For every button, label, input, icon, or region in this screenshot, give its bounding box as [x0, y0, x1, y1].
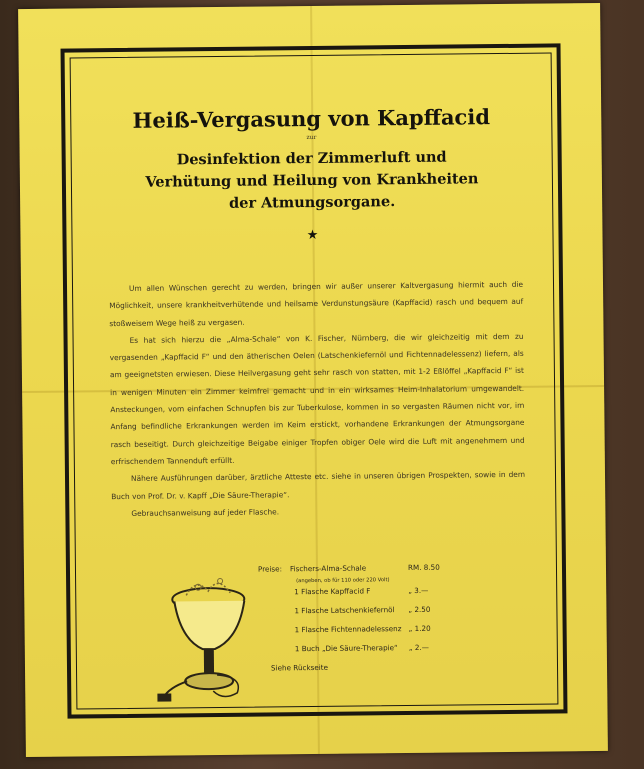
price-item-label: 1 Flasche Latschenkiefernöl [294, 605, 395, 616]
price-item-price: RM. 8.50 [407, 562, 440, 573]
border-frame [61, 43, 568, 718]
paragraph-intro: Um allen Wünschen gerecht zu werden, bringen wir außer unserer Kaltvergasung hiermit auch die Möglichkeit, unsere krankheitverhütende und heilsame Verdunstungsäure (Kapffacid) rasch und bequem auf stoßweisem Wege heiß zu vergasen. [109, 279, 524, 328]
zur-word: zur [306, 133, 317, 142]
star-ornament: ★ [306, 227, 319, 244]
siehe-rueckseite [259, 661, 499, 683]
price-list [258, 562, 499, 683]
price-row [259, 623, 499, 645]
subtitle-line-1: Desinfektion der Zimmerluft und [176, 148, 447, 169]
price-row [258, 585, 498, 607]
price-row [259, 642, 499, 664]
price-item-label: 1 Buch „Die Säure-Therapie“ [294, 643, 398, 654]
body-text [109, 276, 526, 522]
siehe-rueckseite-text: Siehe Rückseite [270, 662, 329, 673]
price-row [258, 604, 498, 626]
price-intro: Preise: [257, 564, 283, 574]
alma-schale-illustration-icon [156, 557, 258, 708]
price-item-label: 1 Flasche Fichtennadelessenz [294, 624, 402, 635]
paragraph-references: Nähere Ausführungen darüber, ärztliche Atteste etc. siehe in unseren übrigen Prospekten, sowie in dem Buch von Prof. Dr. v. Kapff „Die Säure-Therapie“. [111, 470, 526, 501]
paragraph-alma-schale: Es hat sich hierzu die „Alma-Schale“ von K. Fischer, Nürnberg, die wir gleichzeitig mit dem zu vergasenden „Kapffacid F“ und den ätherischen Oelen (Latschenkiefernöl und Fichtennadelessenz) liefern, als am geeignetsten erwiesen. Diese Heilvergasung geht sehr rasch von statten, mit 1-2 Eßlöffel „Kapffacid F“ ist in wenigen Minuten ein Zimmer keimfrei gemacht und in ein wirksames Heim-Inhalatorium umgewandelt. Ansteckungen, vom einfachen Schnupfen bis zur Tuberkulose, kommen in so vergasten Räumen nicht vor, im Anfang befindliche Erkrankungen werden im Keim erstickt, vorhandene Erkrankungen der Atmungsorgane rasch beseitigt. Durch gleichzeitige Beigabe einiger Tropfen obiger Oele wird die Luft mit angenehmem und erfrischendem Tannenduft erfüllt. [109, 331, 525, 467]
inner-border [70, 52, 559, 709]
price-item-label: 1 Flasche Kapffacid F [294, 586, 371, 597]
document-subtitle [102, 146, 523, 216]
price-note: (angeben, ob für 110 oder 220 Volt) [296, 577, 390, 585]
price-item-price: „ 3.— [408, 585, 429, 596]
subtitle-line-3: der Atmungsorgane. [228, 193, 396, 212]
price-item-price: „ 2.50 [408, 604, 431, 615]
price-item-price: „ 2.— [408, 642, 429, 653]
document-title: Heiß-Vergasung von Kapffacid [132, 104, 491, 133]
subtitle-line-2: Verhütung und Heilung von Krankheiten [145, 170, 479, 191]
price-item-price: „ 1.20 [408, 623, 431, 634]
paragraph-instructions: Gebrauchsanweisung auf jeder Flasche. [131, 507, 280, 518]
leaflet-sheet [18, 3, 608, 757]
price-row [258, 562, 498, 584]
price-item-label: Fischers-Alma-Schale [289, 563, 367, 574]
